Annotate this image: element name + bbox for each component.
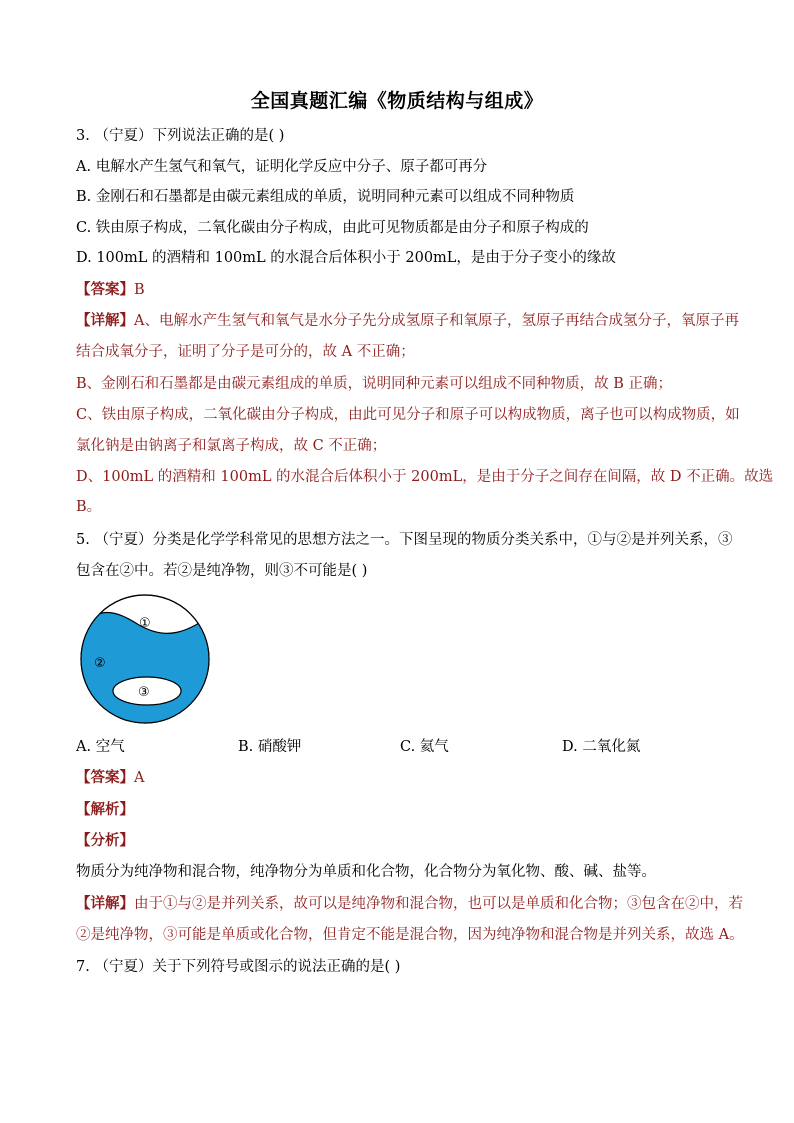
q3-option-d: D. 100mL 的酒精和 100mL 的水混合后体积小于 200mL，是由于分子变小的缘故 — [76, 250, 616, 266]
q3-detail-text: A、电解水产生氢气和氧气是水分子先分成氢原子和氧原子，氢原子再结合成氢分子，氧原子再 — [134, 313, 739, 329]
q3-detail-line-1 — [76, 311, 739, 331]
q5-answer-tag: 【答案】 — [76, 769, 134, 786]
q5-detail-text: 由于①与②是并列关系，故可以是纯净物和混合物，也可以是单质和化合物；③包含在②中，若 — [134, 896, 743, 912]
q5-analysis-tag: 【解析】 — [76, 801, 134, 818]
label-1: ① — [139, 616, 151, 631]
q5-detail-tag: 【详解】 — [76, 895, 134, 912]
q5-answer — [76, 768, 726, 788]
q3-stem: 3. （宁夏）下列说法正确的是( ) — [76, 128, 285, 144]
q5-option-b: B. 硝酸钾 — [238, 739, 302, 755]
q5-option-c: C. 氦气 — [400, 739, 449, 755]
q5-stem-line-1: 5. （宁夏）分类是化学学科常见的思想方法之一。下图呈现的物质分类关系中，①与②是并列关系，③ — [76, 532, 733, 548]
q3-answer-tag: 【答案】 — [76, 281, 134, 298]
q3-detail-line-3: B、金刚石和石墨都是由碳元素组成的单质，说明同种元素可以组成不同种物质，故 B 正确； — [76, 376, 673, 392]
q3-option-b: B. 金刚石和石墨都是由碳元素组成的单质，说明同种元素可以组成不同种物质 — [76, 189, 575, 205]
q3-detail-line-7: B。 — [76, 499, 102, 515]
q3-detail-line-6: D、100mL 的酒精和 100mL 的水混合后体积小于 200mL，是由于分子之间存在间隔，故 D 不正确。故选 — [76, 469, 774, 485]
q5-detail-line-1 — [76, 894, 743, 914]
q5-fenxi-text: 物质分为纯净物和混合物，纯净物分为单质和化合物，化合物分为氧化物、酸、碱、盐等。 — [76, 864, 656, 880]
q3-detail-line-2: 结合成氧分子，证明了分子是可分的，故 A 不正确； — [76, 344, 415, 360]
q5-answer-value: A — [134, 770, 145, 786]
q5-stem-line-2: 包含在②中。若②是纯净物，则③不可能是( ) — [76, 563, 368, 579]
q5-detail-line-2: ②是纯净物，③可能是单质或化合物，但肯定不能是混合物，因为纯净物和混合物是并列关系，故选 A。 — [76, 927, 744, 943]
q3-answer-value: B — [134, 282, 145, 298]
q3-detail-tag: 【详解】 — [76, 312, 134, 329]
label-2: ② — [94, 656, 106, 671]
q7-stem: 7. （宁夏）关于下列符号或图示的说法正确的是( ) — [76, 959, 401, 975]
q3-option-c: C. 铁由原子构成，二氧化碳由分子构成，由此可见物质都是由分子和原子构成的 — [76, 220, 589, 236]
q5-fenxi-tag: 【分析】 — [76, 832, 134, 849]
q5-option-d: D. 二氧化氮 — [562, 739, 641, 755]
label-3: ③ — [138, 685, 150, 700]
classification-diagram — [77, 593, 217, 725]
q3-answer — [76, 280, 726, 300]
q3-detail-line-4: C、铁由原子构成，二氧化碳由分子构成，由此可见分子和原子可以构成物质，离子也可以构成物质，如 — [76, 407, 740, 423]
q3-detail-line-5: 氯化钠是由钠离子和氯离子构成，故 C 不正确； — [76, 438, 387, 454]
q3-option-a: A. 电解水产生氢气和氧气，证明化学反应中分子、原子都可再分 — [76, 159, 488, 175]
page-title: 全国真题汇编《物质结构与组成》 — [250, 90, 544, 112]
q5-option-a: A. 空气 — [76, 739, 125, 755]
